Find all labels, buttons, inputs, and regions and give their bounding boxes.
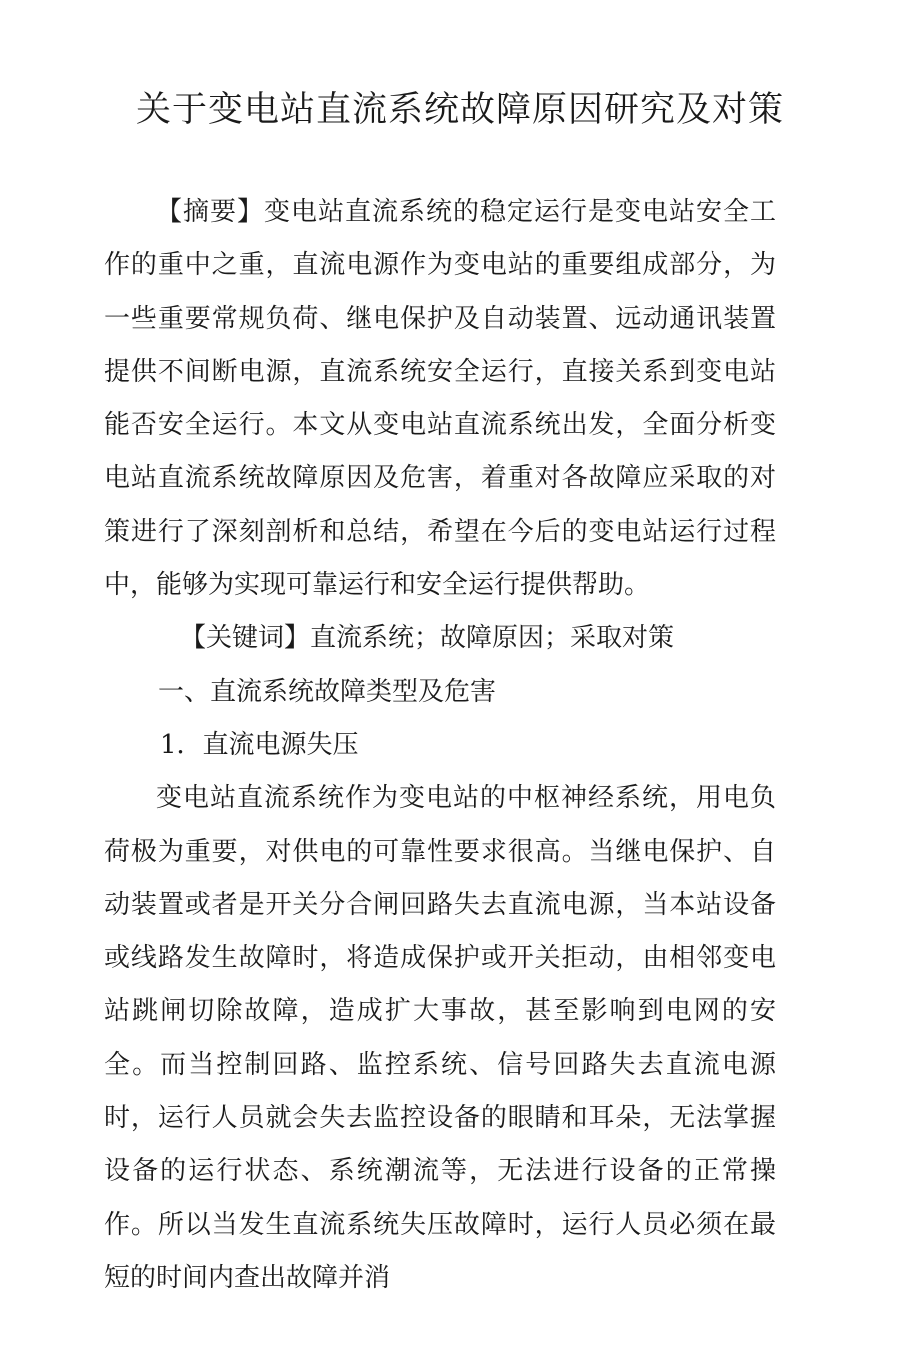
section-heading: 一、直流系统故障类型及危害: [158, 676, 497, 707]
document-title: 关于变电站直流系统故障原因研究及对策: [135, 90, 784, 130]
abstract-paragraph: 【摘要】变电站直流系统的稳定运行是变电站安全工作的重中之重，直流电源作为变电站的重要组成部分，为一些重要常规负荷、继电保护及自动装置、远动通讯装置提供不间断电源，直流系统安全运行，直接关系到变电站能否安全运行。本文从变电站直流系统出发，全面分析变电站直流系统故障原因及危害，着重对各故障应采取的对策进行了深刻剖析和总结，希望在今后的变电站运行过程中，能够为实现可靠运行和安全运行提供帮助。: [104, 197, 776, 601]
document-body: [104, 186, 776, 1305]
keywords-line: 【关键词】直流系统；故障原因；采取对策: [180, 623, 675, 654]
body-paragraph: 变电站直流系统作为变电站的中枢神经系统，用电负荷极为重要，对供电的可靠性要求很高。当继电保护、自动装置或者是开关分合闸回路失去直流电源，当本站设备或线路发生故障时，将造成保护或开关拒动，由相邻变电站跳闸切除故障，造成扩大事故，甚至影响到电网的安全。而当控制回路、监控系统、信号回路失去直流电源时，运行人员就会失去监控设备的眼睛和耳朵，无法掌握设备的运行状态、系统潮流等，无法进行设备的正常操作。所以当发生直流系统失压故障时，运行人员必须在最短的时间内查出故障并消: [104, 783, 776, 1293]
subsection-heading: 1．直流电源失压: [160, 729, 359, 760]
